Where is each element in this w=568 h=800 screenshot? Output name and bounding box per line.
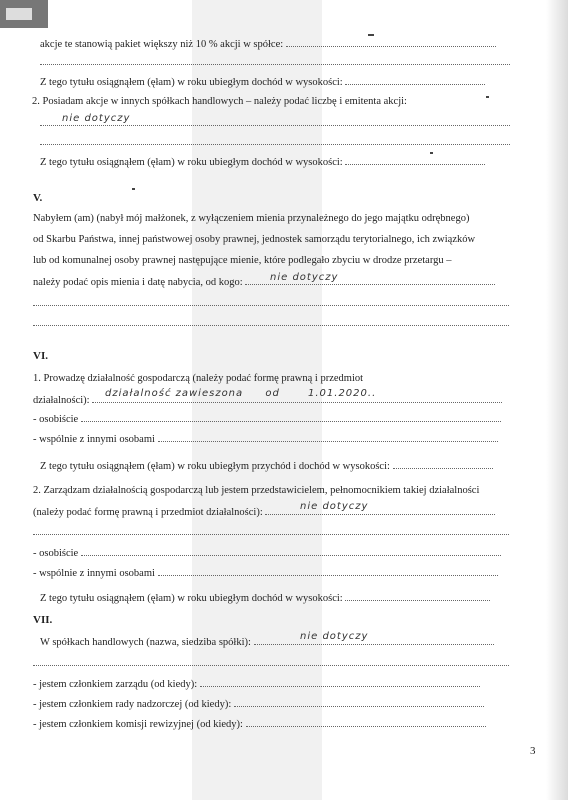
blank-line [40, 134, 510, 149]
form-line: od Skarbu Państwa, innej państwowej osoby prawnej, jednostek samorządu terytorialnego, ich związków [33, 234, 476, 245]
scan-edge [546, 0, 568, 800]
scan-speck [368, 34, 374, 36]
form-line: - jestem członkiem komisji rewizyjnej (od kiedy): [33, 716, 486, 731]
form-line: 2. Posiadam akcje w innych spółkach handlowych – należy podać liczbę i emitenta akcji: [32, 96, 407, 107]
form-line: Z tego tytułu osiągnąłem (ęłam) w roku ubiegłym dochód w wysokości: [40, 154, 485, 169]
handwritten-answer: nie dotyczy [300, 631, 369, 642]
scan-blot [0, 0, 48, 28]
form-line: lub od komunalnej osoby prawnej następujące mienie, które podlegało zbyciu w drodze przetargu – [33, 255, 452, 266]
form-line: Nabyłem (am) (nabył mój małżonek, z wyłączeniem mienia przynależnego do jego majątku odrębnego) [33, 213, 470, 224]
form-line: Z tego tytułu osiągnąłem (ęłam) w roku ubiegłym dochód w wysokości: [40, 590, 490, 605]
section-heading: V. [33, 192, 43, 204]
form-line: 1. Prowadzę działalność gospodarczą (należy podać formę prawną i przedmiot [33, 373, 364, 384]
scan-speck [430, 152, 433, 154]
form-line: 2. Zarządzam działalnością gospodarczą lub jestem przedstawicielem, pełnomocnikiem takiej działalności [33, 485, 480, 496]
scan-speck [132, 188, 135, 190]
handwritten-answer: nie dotyczy [270, 272, 339, 283]
handwritten-answer: działalność zawieszona od 1.01.2020.. [105, 388, 377, 399]
handwritten-answer: nie dotyczy [62, 113, 131, 124]
section-heading: VII. [33, 614, 53, 626]
form-line: - osobiście [33, 545, 501, 560]
page-number: 3 [530, 745, 536, 757]
scan-speck [486, 96, 489, 98]
form-line: Z tego tytułu osiągnąłem (ęłam) w roku ubiegłym dochód w wysokości: [40, 74, 485, 89]
blank-line [33, 315, 509, 330]
form-line: działalności): [33, 392, 502, 407]
form-line: Z tego tytułu osiągnąłem (ęłam) w roku ubiegłym przychód i dochód w wysokości: [40, 458, 493, 473]
handwritten-answer: nie dotyczy [300, 501, 369, 512]
form-line: - wspólnie z innymi osobami [33, 431, 498, 446]
blank-line [33, 524, 509, 539]
form-line: akcje te stanowią pakiet większy niż 10 % akcji w spółce: [40, 36, 496, 51]
form-line: W spółkach handlowych (nazwa, siedziba spółki): [40, 634, 494, 649]
form-line: (należy podać formę prawną i przedmiot działalności): [33, 504, 495, 519]
form-line: - osobiście [33, 411, 501, 426]
form-line: - wspólnie z innymi osobami [33, 565, 498, 580]
blank-line [33, 295, 509, 310]
blank-line [33, 655, 509, 670]
section-heading: VI. [33, 350, 48, 362]
blank-line [40, 54, 510, 69]
form-line: należy podać opis mienia i datę nabycia, od kogo: [33, 274, 495, 289]
form-line: - jestem członkiem zarządu (od kiedy): [33, 676, 480, 691]
form-line: - jestem członkiem rady nadzorczej (od kiedy): [33, 696, 484, 711]
